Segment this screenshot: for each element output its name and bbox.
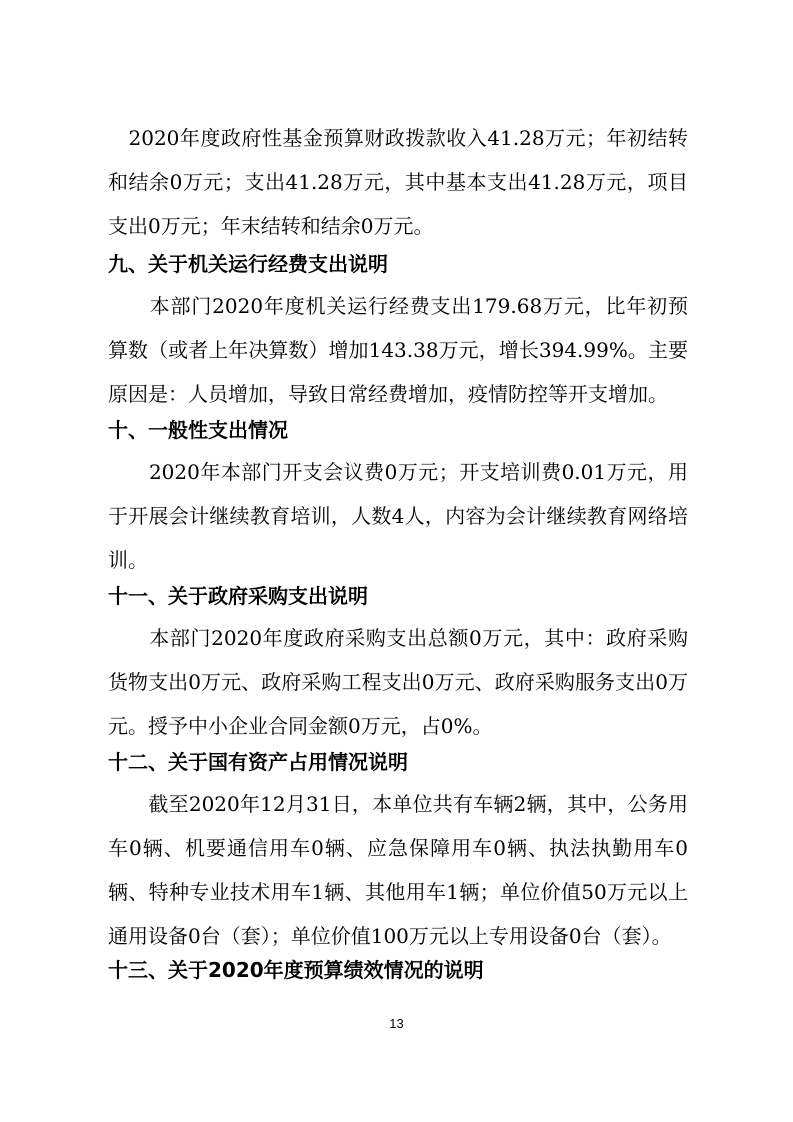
- section-10-heading: 十、一般性支出情况: [108, 418, 288, 442]
- section-13-heading: 十三、关于2020年度预算绩效情况的说明: [108, 958, 484, 982]
- section-12-heading: 十二、关于国有资产占用情况说明: [108, 750, 408, 774]
- section-12-body: 截至2020年12月31日，本单位共有车辆2辆，其中，公务用车0辆、机要通信用车0辆、应急保障用车0辆、执法执勤用车0辆、特种专业技术用车1辆、其他用车1辆；单位价值50万元以上通用设备0台（套）；单位价值100万元以上专用设备0台（套）。: [108, 792, 688, 948]
- paragraph-government-fund: 2020年度政府性基金预算财政拨款收入41.28万元；年初结转和结余0万元；支出41.28万元，其中基本支出41.28万元，项目支出0万元；年末结转和结余0万元。: [108, 126, 688, 238]
- section-9-body: 本部门2020年度机关运行经费支出179.68万元，比年初预算数（或者上年决算数）增加143.38万元，增长394.99%。主要原因是：人员增加，导致日常经费增加，疫情防控等开支增加。: [108, 294, 688, 406]
- page-number: 13: [389, 1016, 404, 1031]
- section-11-heading: 十一、关于政府采购支出说明: [108, 584, 368, 608]
- section-11-body: 本部门2020年度政府采购支出总额0万元，其中：政府采购货物支出0万元、政府采购工程支出0万元、政府采购服务支出0万元。授予中小企业合同金额0万元，占0%。: [108, 626, 688, 738]
- section-10-body: 2020年本部门开支会议费0万元；开支培训费0.01万元，用于开展会计继续教育培训，人数4人，内容为会计继续教育网络培训。: [108, 460, 688, 572]
- section-9-heading: 九、关于机关运行经费支出说明: [108, 252, 388, 276]
